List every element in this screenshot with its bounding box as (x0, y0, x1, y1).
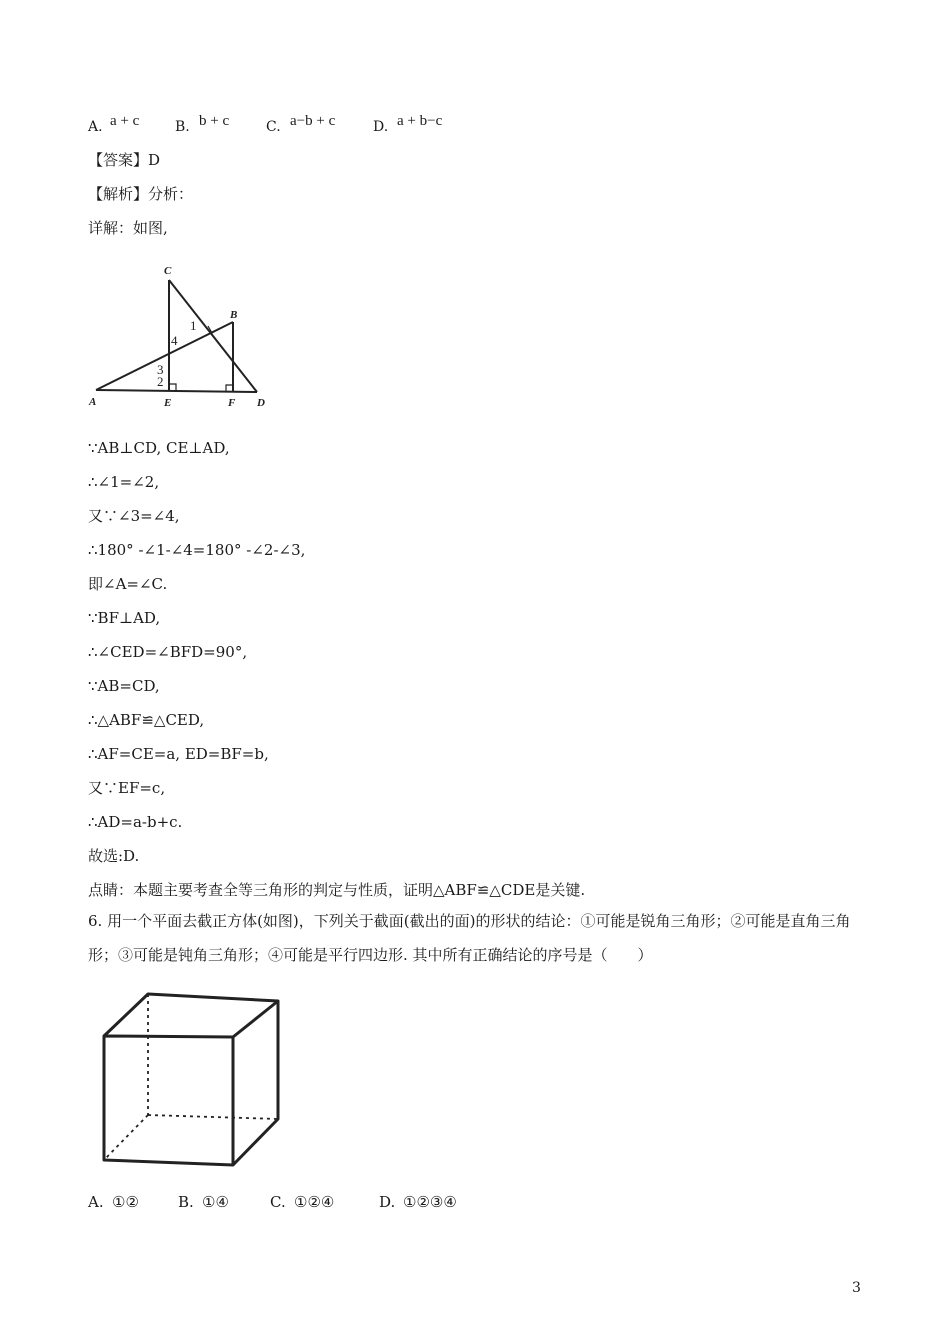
proof-line-3: 又∵∠3=∠4, (88, 507, 180, 525)
label-e: E (164, 397, 172, 409)
proof-line-10: ∴AF=CE=a, ED=BF=b, (88, 745, 269, 763)
comment-line: 点睛：本题主要考查全等三角形的判定与性质，证明△ABF≌△CDE是关键. (88, 881, 586, 899)
proof-line-13: 故选:D. (88, 847, 140, 865)
label-d: D (257, 397, 265, 409)
question-6-text: 6. 用一个平面去截正方体(如图)，下列关于截面(截出的面)的形状的结论：①可能是锐角三角形；②可能是直角三角形；③可能是钝角三角形；④可能是平行四边形. 其中所有正确结论的序号是（ ） (88, 912, 851, 964)
label-c: C (164, 265, 172, 277)
label-f: F (228, 397, 236, 409)
proof-line-1: ∵AB⊥CD, CE⊥AD, (88, 439, 230, 457)
analysis-heading: 【解析】分析： (88, 185, 194, 203)
answer-line: 【答案】D (88, 151, 161, 169)
q6-option-b-label: B. (178, 1193, 194, 1211)
q6-option-d-value: ①②③④ (403, 1193, 457, 1211)
page-number: 3 (852, 1280, 861, 1296)
q5-option-c-label: C. (266, 119, 281, 135)
q6-option-a-value: ①② (112, 1193, 139, 1211)
proof-line-8: ∵AB=CD, (88, 677, 160, 695)
hidden-edge-side-bottom (104, 1115, 148, 1160)
proof-line-7: ∴∠CED=∠BFD=90°, (88, 643, 248, 661)
q6-option-d-label: D. (379, 1193, 396, 1211)
q5-option-d-label: D. (373, 119, 389, 135)
label-b: B (230, 309, 238, 321)
cube-figure (98, 988, 284, 1170)
q6-option-b-value: ①④ (202, 1193, 229, 1211)
proof-line-2: ∴∠1=∠2, (88, 473, 160, 491)
proof-line-9: ∴△ABF≌△CED, (88, 711, 205, 729)
angle-label-3: 3 (157, 362, 164, 377)
q6-option-c-value: ①②④ (294, 1193, 335, 1211)
angle-label-4: 4 (171, 333, 178, 348)
proof-line-11: 又∵EF=c, (88, 779, 166, 797)
line-cd (169, 280, 257, 392)
cube-right-edges (233, 1001, 278, 1165)
q6-option-a-label: A. (88, 1193, 104, 1211)
proof-line-6: ∵BF⊥AD, (88, 609, 161, 627)
q5-option-b-label: B. (175, 119, 190, 135)
q6-option-c-label: C. (270, 1193, 286, 1211)
proof-line-12: ∴AD=a-b+c. (88, 813, 183, 831)
q5-option-a-value: a + c (110, 113, 140, 129)
angle-label-2: 2 (157, 374, 164, 389)
triangle-figure (86, 258, 276, 410)
q5-option-d-value: a + b−c (397, 113, 443, 129)
detail-intro: 详解：如图, (88, 219, 168, 237)
cube-front-face (104, 1036, 233, 1165)
q5-option-a-label: A. (88, 119, 103, 135)
cube-top-face (104, 994, 278, 1037)
proof-line-4: ∴180° -∠1-∠4=180° -∠2-∠3, (88, 541, 306, 559)
proof-line-5: 即∠A=∠C. (88, 575, 168, 593)
q5-option-c-value: a−b + c (290, 113, 336, 129)
angle-label-1: 1 (190, 318, 197, 333)
hidden-edge-back-bottom (148, 1115, 278, 1119)
q5-option-b-value: b + c (199, 113, 230, 129)
label-a: A (89, 396, 97, 408)
